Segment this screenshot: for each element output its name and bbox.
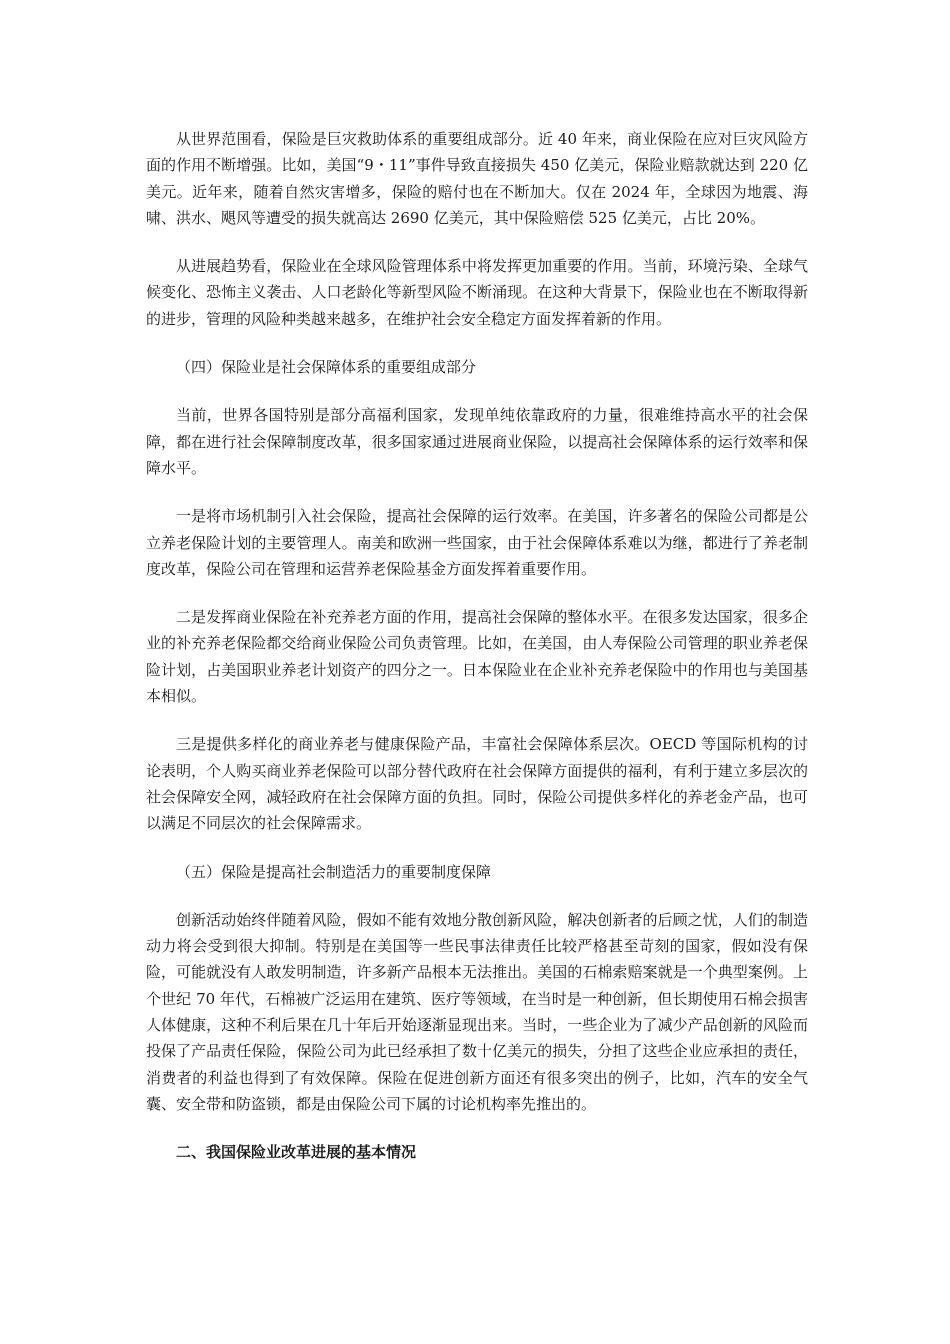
document-page: [146, 126, 808, 1166]
paragraph-point-three: 三是提供多样化的商业养老与健康保险产品，丰富社会保障体系层次。OECD 等国际机构的讨论表明，个人购买商业养老保险可以部分替代政府在社会保障方面提供的福利，有利于建立多层次的社会保障安全网，减轻政府在社会保障方面的负担。同时，保险公司提供多样化的养老金产品，也可以满足不同层次的社会保障需求。: [146, 735, 808, 833]
paragraph-development-trend: 从进展趋势看，保险业在全球风险管理体系中将发挥更加重要的作用。当前，环境污染、全球气候变化、恐怖主义袭击、人口老龄化等新型风险不断涌现。在这种大背景下，保险业也在不断取得新的进步，管理的风险种类越来越多，在维护社会安全稳定方面发挥着新的作用。: [146, 257, 808, 328]
paragraph-point-one: 一是将市场机制引入社会保险，提高社会保障的运行效率。在美国，许多著名的保险公司都是公立养老保险计划的主要管理人。南美和欧洲一些国家，由于社会保障体系难以为继，都进行了养老制度改革，保险公司在管理和运营养老保险基金方面发挥着重要作用。: [146, 507, 808, 578]
paragraph-point-two: 二是发挥商业保险在补充养老方面的作用，提高社会保障的整体水平。在很多发达国家，很多企业的补充养老保险都交给商业保险公司负责管理。比如，在美国，由人寿保险公司管理的职业养老保险计划，占美国职业养老计划资产的四分之一。日本保险业在企业补充养老保险中的作用也与美国基本相似。: [146, 608, 808, 706]
paragraph-innovation: 创新活动始终伴随着风险，假如不能有效地分散创新风险，解决创新者的后顾之忧，人们的制造动力将会受到很大抑制。特别是在美国等一些民事法律责任比较严格甚至苛刻的国家，假如没有保险，可能就没有人敢发明制造，许多新产品根本无法推出。美国的石棉索赔案就是一个典型案例。上个世纪 70 年代，石棉被广泛运用在建筑、医疗等领域，在当时是一种创新，但长期使用石棉会损害人体健康，这种不利后果在几十年后开始逐渐显现出来。当时，一些企业为了减少产品创新的风险而投保了产品责任保险，保险公司为此已经承担了数十亿美元的损失，分担了这些企业应承担的责任，消费者的利益也得到了有效保障。保险在促进创新方面还有很多突出的例子，比如，汽车的安全气囊、安全带和防盗锁，都是由保险公司下属的讨论机构率先推出的。: [146, 910, 808, 1113]
section-heading-4: （四）保险业是社会保障体系的重要组成部分: [176, 358, 477, 377]
section-heading-5: （五）保险是提高社会制造活力的重要制度保障: [176, 862, 492, 881]
main-section-heading: 二、我国保险业改革进展的基本情况: [176, 1143, 417, 1162]
paragraph-social-security-intro: 当前，世界各国特别是部分高福利国家，发现单纯依靠政府的力量，很难维持高水平的社会保障，都在进行社会保障制度改革，很多国家通过进展商业保险，以提高社会保障体系的运行效率和保障水平。: [146, 406, 808, 477]
paragraph-catastrophe-insurance: 从世界范围看，保险是巨灾救助体系的重要组成部分。近 40 年来，商业保险在应对巨灾风险方面的作用不断增强。比如，美国“9・11”事件导致直接损失 450 亿美元，保险业赔款就达到 220 亿美元。近年来，随着自然灾害增多，保险的赔付也在不断加大。仅在 2024 年，全球因为地震、海啸、洪水、飓风等遭受的损失就高达 2690 亿美元，其中保险赔偿 525 亿美元，占比 20%。: [146, 130, 808, 227]
